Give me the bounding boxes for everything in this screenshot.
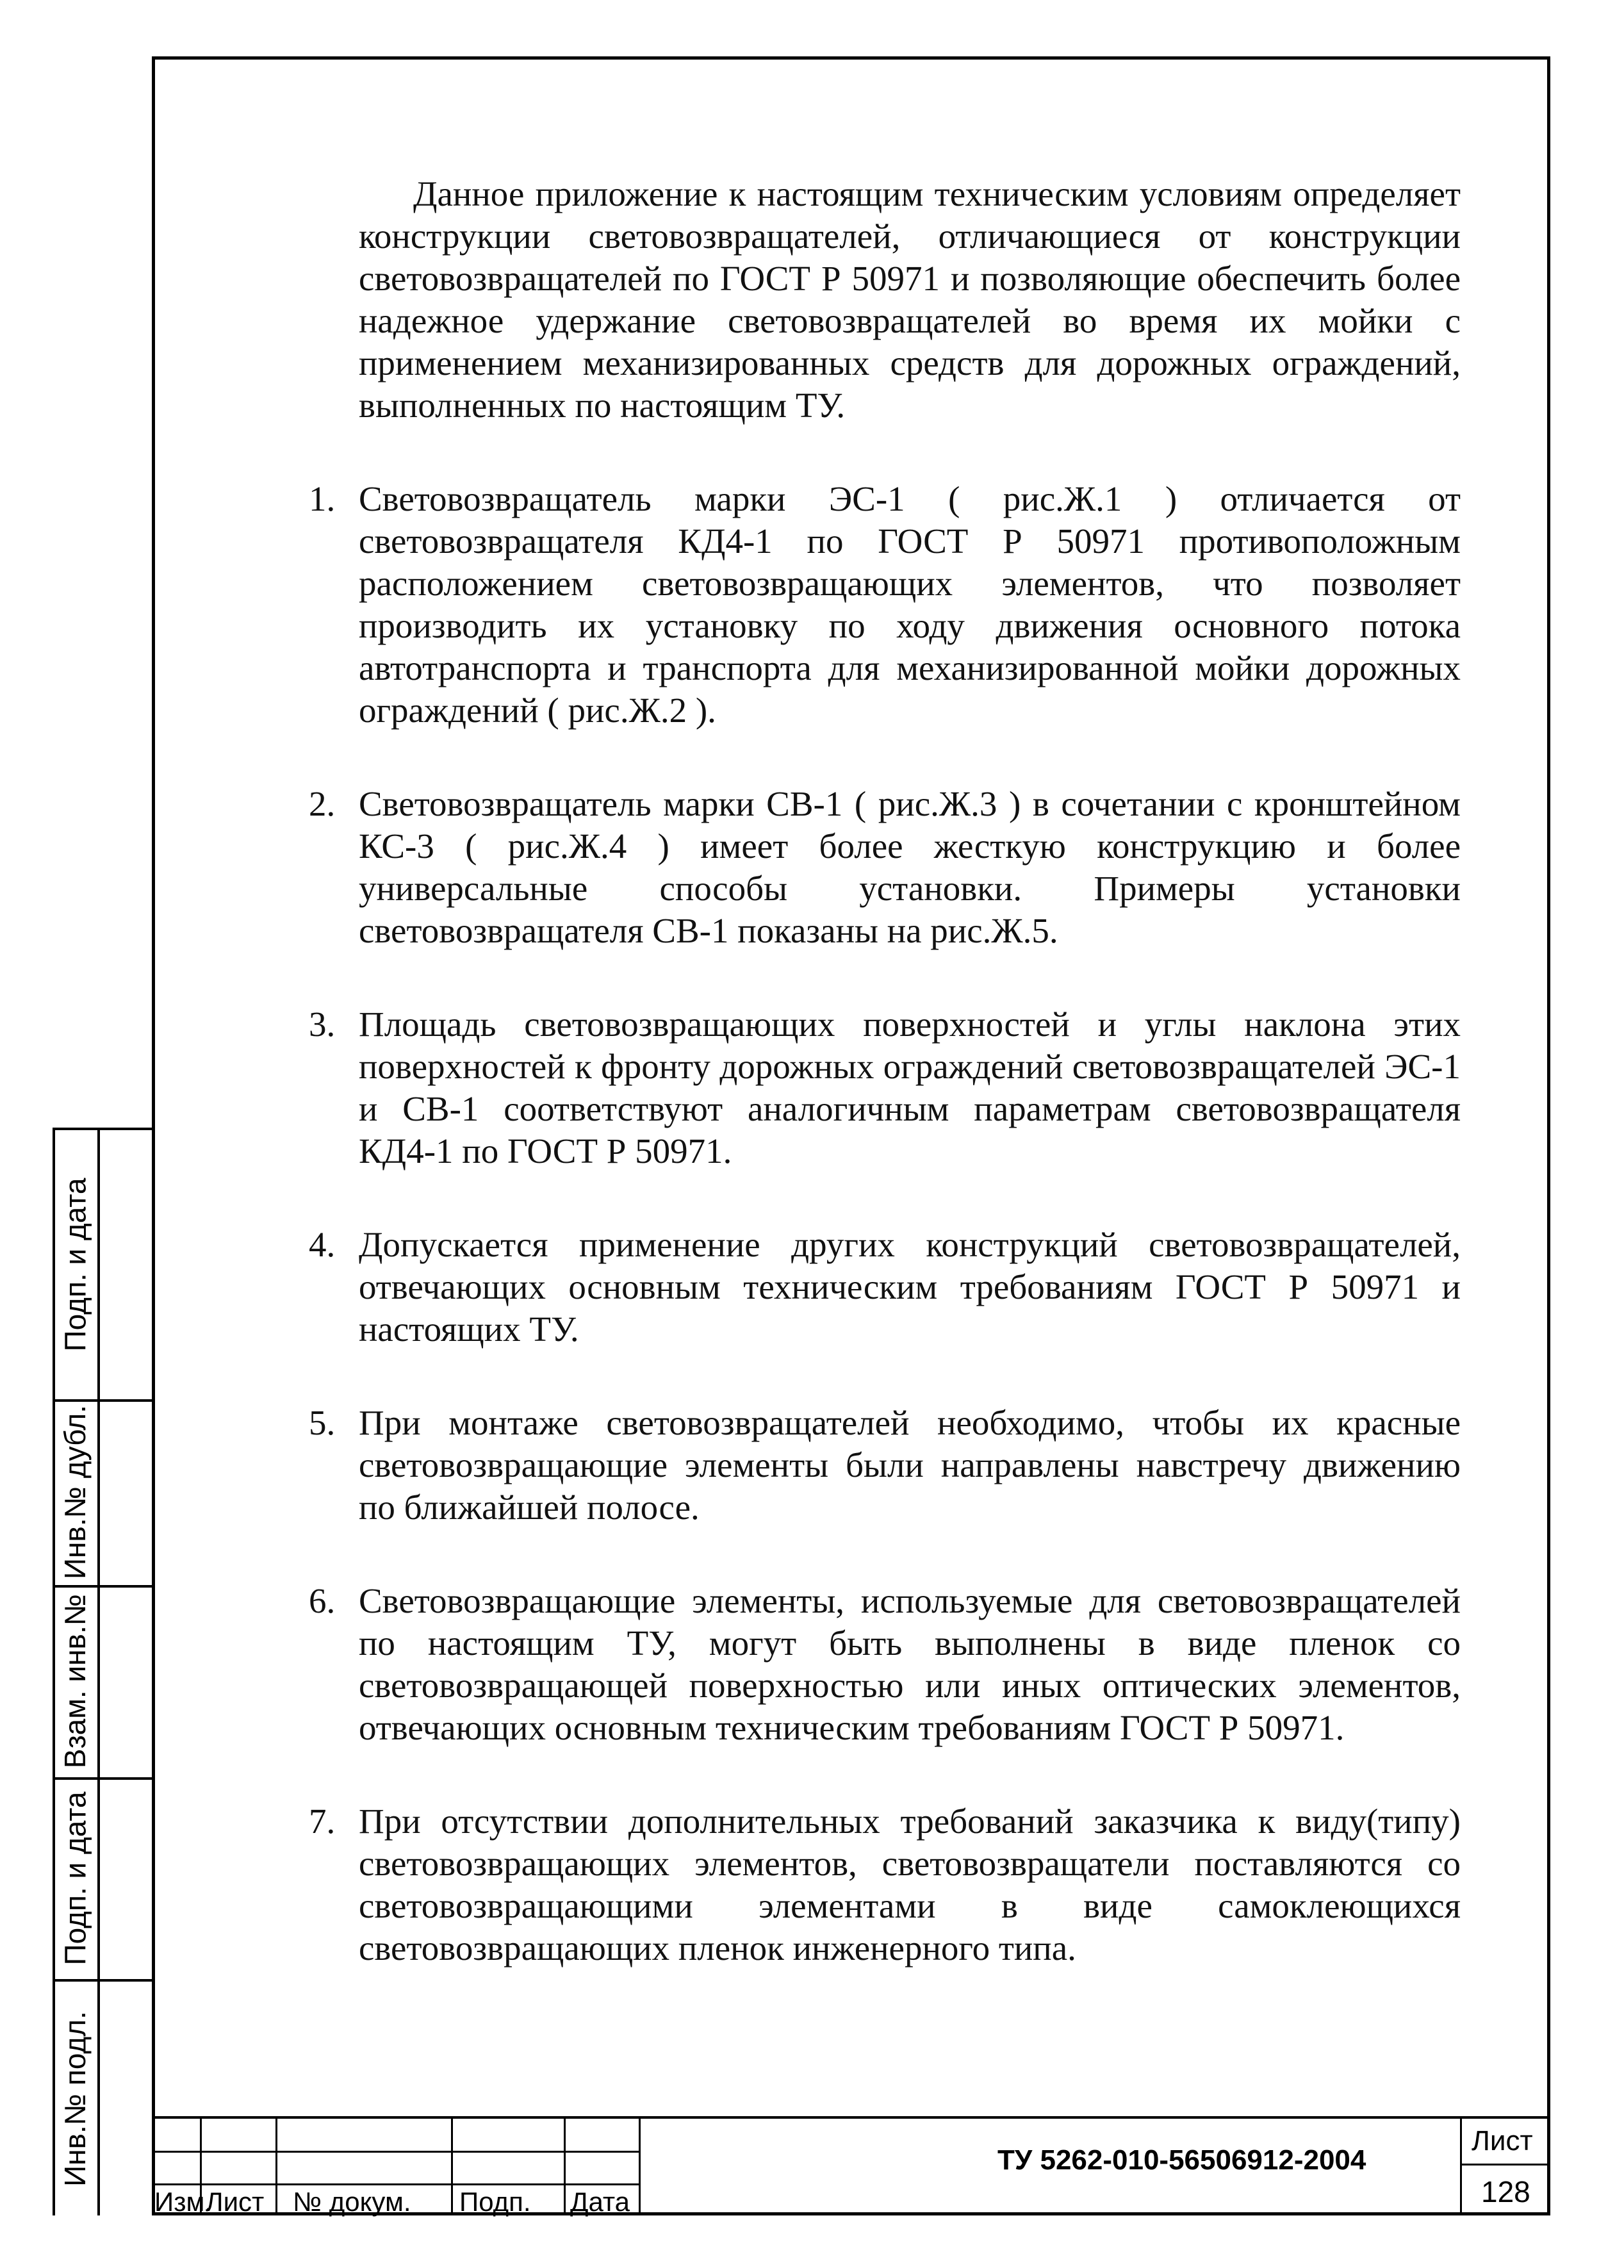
stamp-label: Взам. инв.№ [58, 1593, 92, 1769]
col-date: Дата [570, 2187, 630, 2217]
document-code: ТУ 5262-010-56506912-2004 [997, 2144, 1366, 2176]
list-item [309, 478, 1461, 732]
sheet-number: 128 [1481, 2175, 1530, 2208]
item-text: Световозвращающие элементы, используемые для световозвращателей по настоящим ТУ, могут быть выполнены в виде пленок со световозвращающей поверхностью или иных оптических элементов, отвечающих основным техническим требованиям ГОСТ Р 50971. [359, 1581, 1461, 1747]
stamp-label: Инв.№ подл. [58, 2010, 92, 2187]
stamp-label: Подп. и дата [58, 1178, 92, 1352]
stamp-label: Инв.№ дубл. [58, 1404, 92, 1580]
col-signature: Подп. [459, 2187, 531, 2217]
title-block [152, 2116, 1550, 2215]
col-sheet: Лист [206, 2187, 265, 2217]
list-item [309, 783, 1461, 952]
item-text: Световозвращатель марки СВ-1 ( рис.Ж.3 ) в сочетании с кронштейном КС-3 ( рис.Ж.4 ) имеет более жесткую конструкцию и более универсальные способы установки. Примеры установки световозвращателя СВ-1 показаны на рис.Ж.5. [359, 784, 1461, 950]
list-item [309, 1224, 1461, 1351]
document-body [309, 173, 1461, 2021]
list-item [309, 1800, 1461, 1969]
sheet-label: Лист [1472, 2125, 1533, 2157]
intro-paragraph: Данное приложение к настоящим техническим условиям определяет конструкции световозвращателей, отличающиеся от конструкции световозвращателей по ГОСТ Р 50971 и позволяющие обеспечить более надежное удержание световозвращателей во время их мойки с применением механизированных средств для дорожных ограждений, выполненных по настоящим ТУ. [359, 174, 1461, 425]
col-change: Изм. [154, 2187, 212, 2217]
item-number: 7. [309, 1802, 336, 1841]
item-text: При отсутствии дополнительных требований заказчика к виду(типу) световозвращающих элементов, световозвращатели поставляются со световозвращающими элементами в виде самоклеющихся световозвращающих пленок инженерного типа. [359, 1802, 1461, 1968]
item-number: 2. [309, 784, 336, 823]
margin-stamp [53, 1128, 152, 2215]
item-text: При монтаже световозвращателей необходимо, чтобы их красные световозвращающие элементы были направлены навстречу движению по ближайшей полосе. [359, 1403, 1461, 1527]
item-text: Световозвращатель марки ЭС-1 ( рис.Ж.1 ) отличается от световозвращателя КД4-1 по ГОСТ Р 50971 противоположным расположением световозвращающих элементов, что позволяет производить их установку по ходу движения основного потока автотранспорта и транспорта для механизированной мойки дорожных ограждений ( рис.Ж.2 ). [359, 479, 1461, 730]
col-doc-number: № докум. [293, 2187, 411, 2217]
stamp-cell-sign-date [53, 1130, 97, 1399]
stamp-label: Подп. и дата [58, 1791, 92, 1965]
stamp-cell-dup-inv [53, 1399, 97, 1585]
stamp-cell-replace-inv [53, 1585, 97, 1777]
item-number: 3. [309, 1005, 336, 1044]
list-item [309, 1402, 1461, 1529]
item-number: 1. [309, 479, 336, 518]
item-text: Допускается применение других конструкций световозвращателей, отвечающих основным техническим требованиям ГОСТ Р 50971 и настоящих ТУ. [359, 1225, 1461, 1349]
stamp-cell-sign-date-2 [53, 1777, 97, 1979]
item-number: 6. [309, 1581, 336, 1620]
stamp-cell-orig-inv [53, 1979, 97, 2218]
item-number: 4. [309, 1225, 336, 1264]
list-item [309, 1580, 1461, 1749]
item-number: 5. [309, 1403, 336, 1442]
list-item [309, 1003, 1461, 1172]
item-text: Площадь световозвращающих поверхностей и углы наклона этих поверхностей к фронту дорожных ограждений световозвращателей ЭС-1 и СВ-1 соответствуют аналогичным параметрам световозвращателя КД4-1 по ГОСТ Р 50971. [359, 1005, 1461, 1171]
